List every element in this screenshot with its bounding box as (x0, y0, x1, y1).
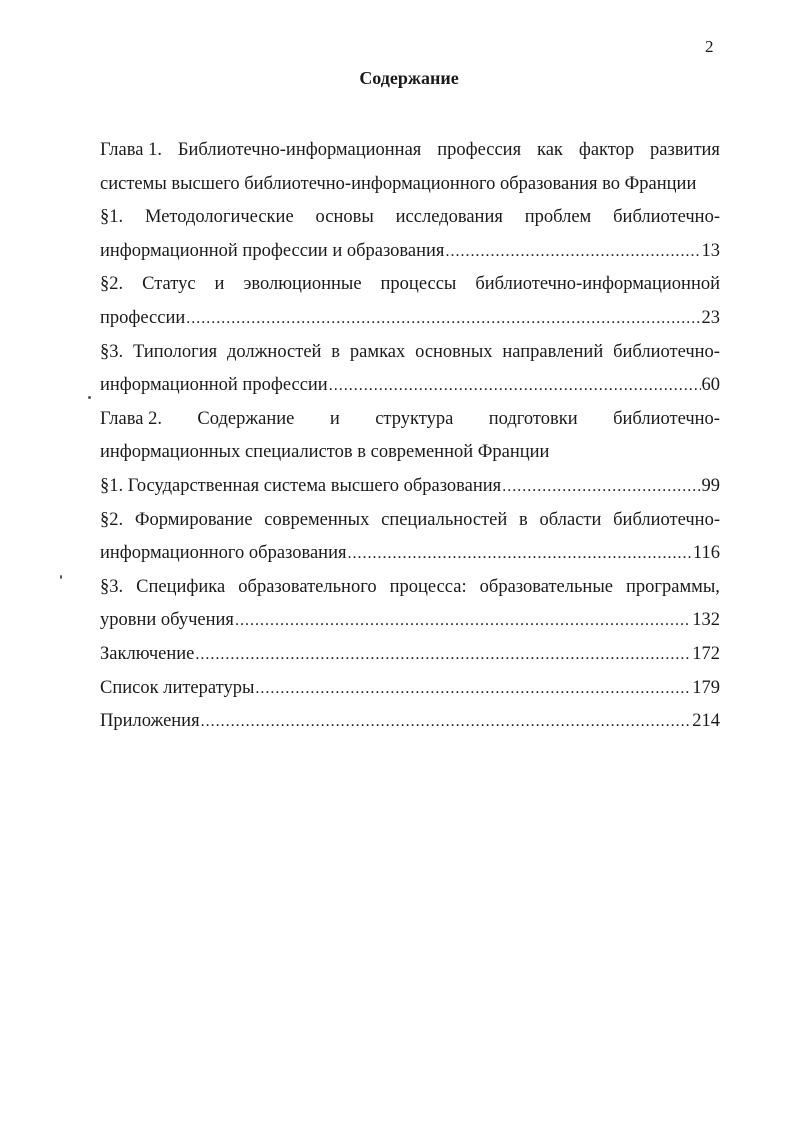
toc-word: Типология (132, 341, 218, 362)
toc-word: основных (415, 341, 493, 362)
scan-speck (60, 575, 62, 579)
toc-word: подготовки (488, 408, 578, 429)
toc-word: области (539, 509, 602, 530)
toc-word: направлений (502, 341, 604, 362)
dot-leader (255, 672, 691, 706)
toc-word: §2. (100, 274, 124, 295)
toc-word: Статус (142, 274, 196, 295)
toc-word: программы, (626, 576, 720, 597)
toc-section-1-3-line-2 (100, 369, 720, 403)
dot-leader (348, 537, 692, 571)
toc-word: библиотечно-информационной (475, 274, 720, 295)
toc-section-1-2-line-2 (100, 302, 720, 336)
toc-section-1-1-line-1 (100, 201, 720, 235)
toc-section-2-1 (100, 470, 720, 504)
toc-entry-text: Приложения (100, 711, 200, 732)
toc-word: Формирование (134, 509, 253, 530)
toc-section-2-2-line-2 (100, 537, 720, 571)
toc-word: §1. (100, 207, 124, 228)
toc-word: проблем (524, 207, 592, 228)
toc-word: Содержание (197, 408, 295, 429)
toc-word: Методологические (145, 207, 294, 228)
toc-word: и (329, 408, 340, 429)
toc-word: исследования (395, 207, 503, 228)
toc-word: образовательные (479, 576, 613, 597)
toc-word: §3. (100, 576, 124, 597)
toc-word: фактор (578, 140, 635, 160)
toc-word: как (537, 140, 563, 160)
dot-leader (186, 302, 700, 336)
toc-page-number: 13 (701, 240, 720, 261)
toc-word: должностей (226, 341, 322, 362)
toc-entry-text: информационной профессии (100, 375, 328, 396)
toc-section-1-1-line-2 (100, 235, 720, 269)
toc-word: современных (264, 509, 370, 530)
page-number: 2 (705, 37, 714, 56)
table-of-contents (100, 134, 720, 739)
toc-page-number: 132 (692, 610, 720, 631)
toc-section-2-2-line-1 (100, 504, 720, 538)
toc-word: и (214, 274, 225, 295)
toc-word: §2. (100, 509, 124, 530)
toc-entry-text: уровни обучения (100, 610, 234, 631)
toc-chapter-2-line-1 (100, 403, 720, 437)
toc-page-number: 23 (701, 307, 720, 328)
toc-entry-text: информационной профессии и образования (100, 240, 445, 261)
toc-word: библиотечно- (613, 509, 720, 530)
toc-word: библиотечно- (613, 341, 720, 362)
dot-leader (502, 470, 700, 504)
toc-word: основы (315, 207, 374, 228)
toc-section-2-3-line-1 (100, 571, 720, 605)
toc-word: Глава 2. (100, 408, 162, 429)
toc-word: Глава 1. (100, 140, 162, 160)
toc-word: эволюционные (243, 274, 362, 295)
toc-word: структура (375, 408, 454, 429)
toc-appendices (100, 705, 720, 739)
page-title: Содержание (359, 68, 459, 88)
toc-word: развития (650, 140, 720, 160)
toc-word: профессия (437, 140, 522, 160)
toc-section-1-2-line-1 (100, 268, 720, 302)
dot-leader (195, 638, 691, 672)
toc-entry-text: §1. Государственная система высшего образования (100, 475, 502, 496)
toc-page-number: 172 (692, 643, 720, 664)
dot-leader (235, 604, 691, 638)
toc-section-1-3-line-1 (100, 336, 720, 370)
toc-word: процессы (380, 274, 457, 295)
dot-leader (201, 705, 692, 739)
scan-speck (88, 396, 91, 399)
toc-references (100, 672, 720, 706)
toc-conclusion (100, 638, 720, 672)
toc-section-2-3-line-2 (100, 604, 720, 638)
toc-page-number: 214 (692, 711, 720, 732)
toc-chapter-1-line-2: системы высшего библиотечно-информационного образования во Франции (100, 173, 697, 194)
dot-leader (329, 369, 701, 403)
toc-entry-text: информационного образования (100, 543, 347, 564)
toc-chapter-2-line-2: информационных специалистов в современной Франции (100, 442, 550, 463)
toc-word: §3. (100, 341, 124, 362)
toc-word: в (331, 341, 341, 362)
toc-word: рамках (349, 341, 406, 362)
toc-word: Специфика (136, 576, 226, 597)
dot-leader (445, 235, 700, 269)
toc-page-number: 179 (692, 677, 720, 698)
toc-page-number: 99 (701, 475, 720, 496)
toc-entry-text: Заключение (100, 643, 195, 664)
toc-entry-text: Список литературы (100, 677, 255, 698)
toc-word: Библиотечно-информационная (177, 140, 422, 160)
toc-entry-text: профессии (100, 307, 186, 328)
toc-word: образовательного (238, 576, 377, 597)
toc-word: в (519, 509, 528, 530)
toc-word: библиотечно- (613, 207, 720, 228)
toc-page-number: 116 (692, 543, 720, 564)
toc-word: процесса: (389, 576, 467, 597)
toc-word: специальностей (381, 509, 508, 530)
toc-chapter-1-line-1 (100, 134, 720, 168)
toc-page-number: 60 (701, 375, 720, 396)
toc-word: библиотечно- (613, 408, 720, 429)
